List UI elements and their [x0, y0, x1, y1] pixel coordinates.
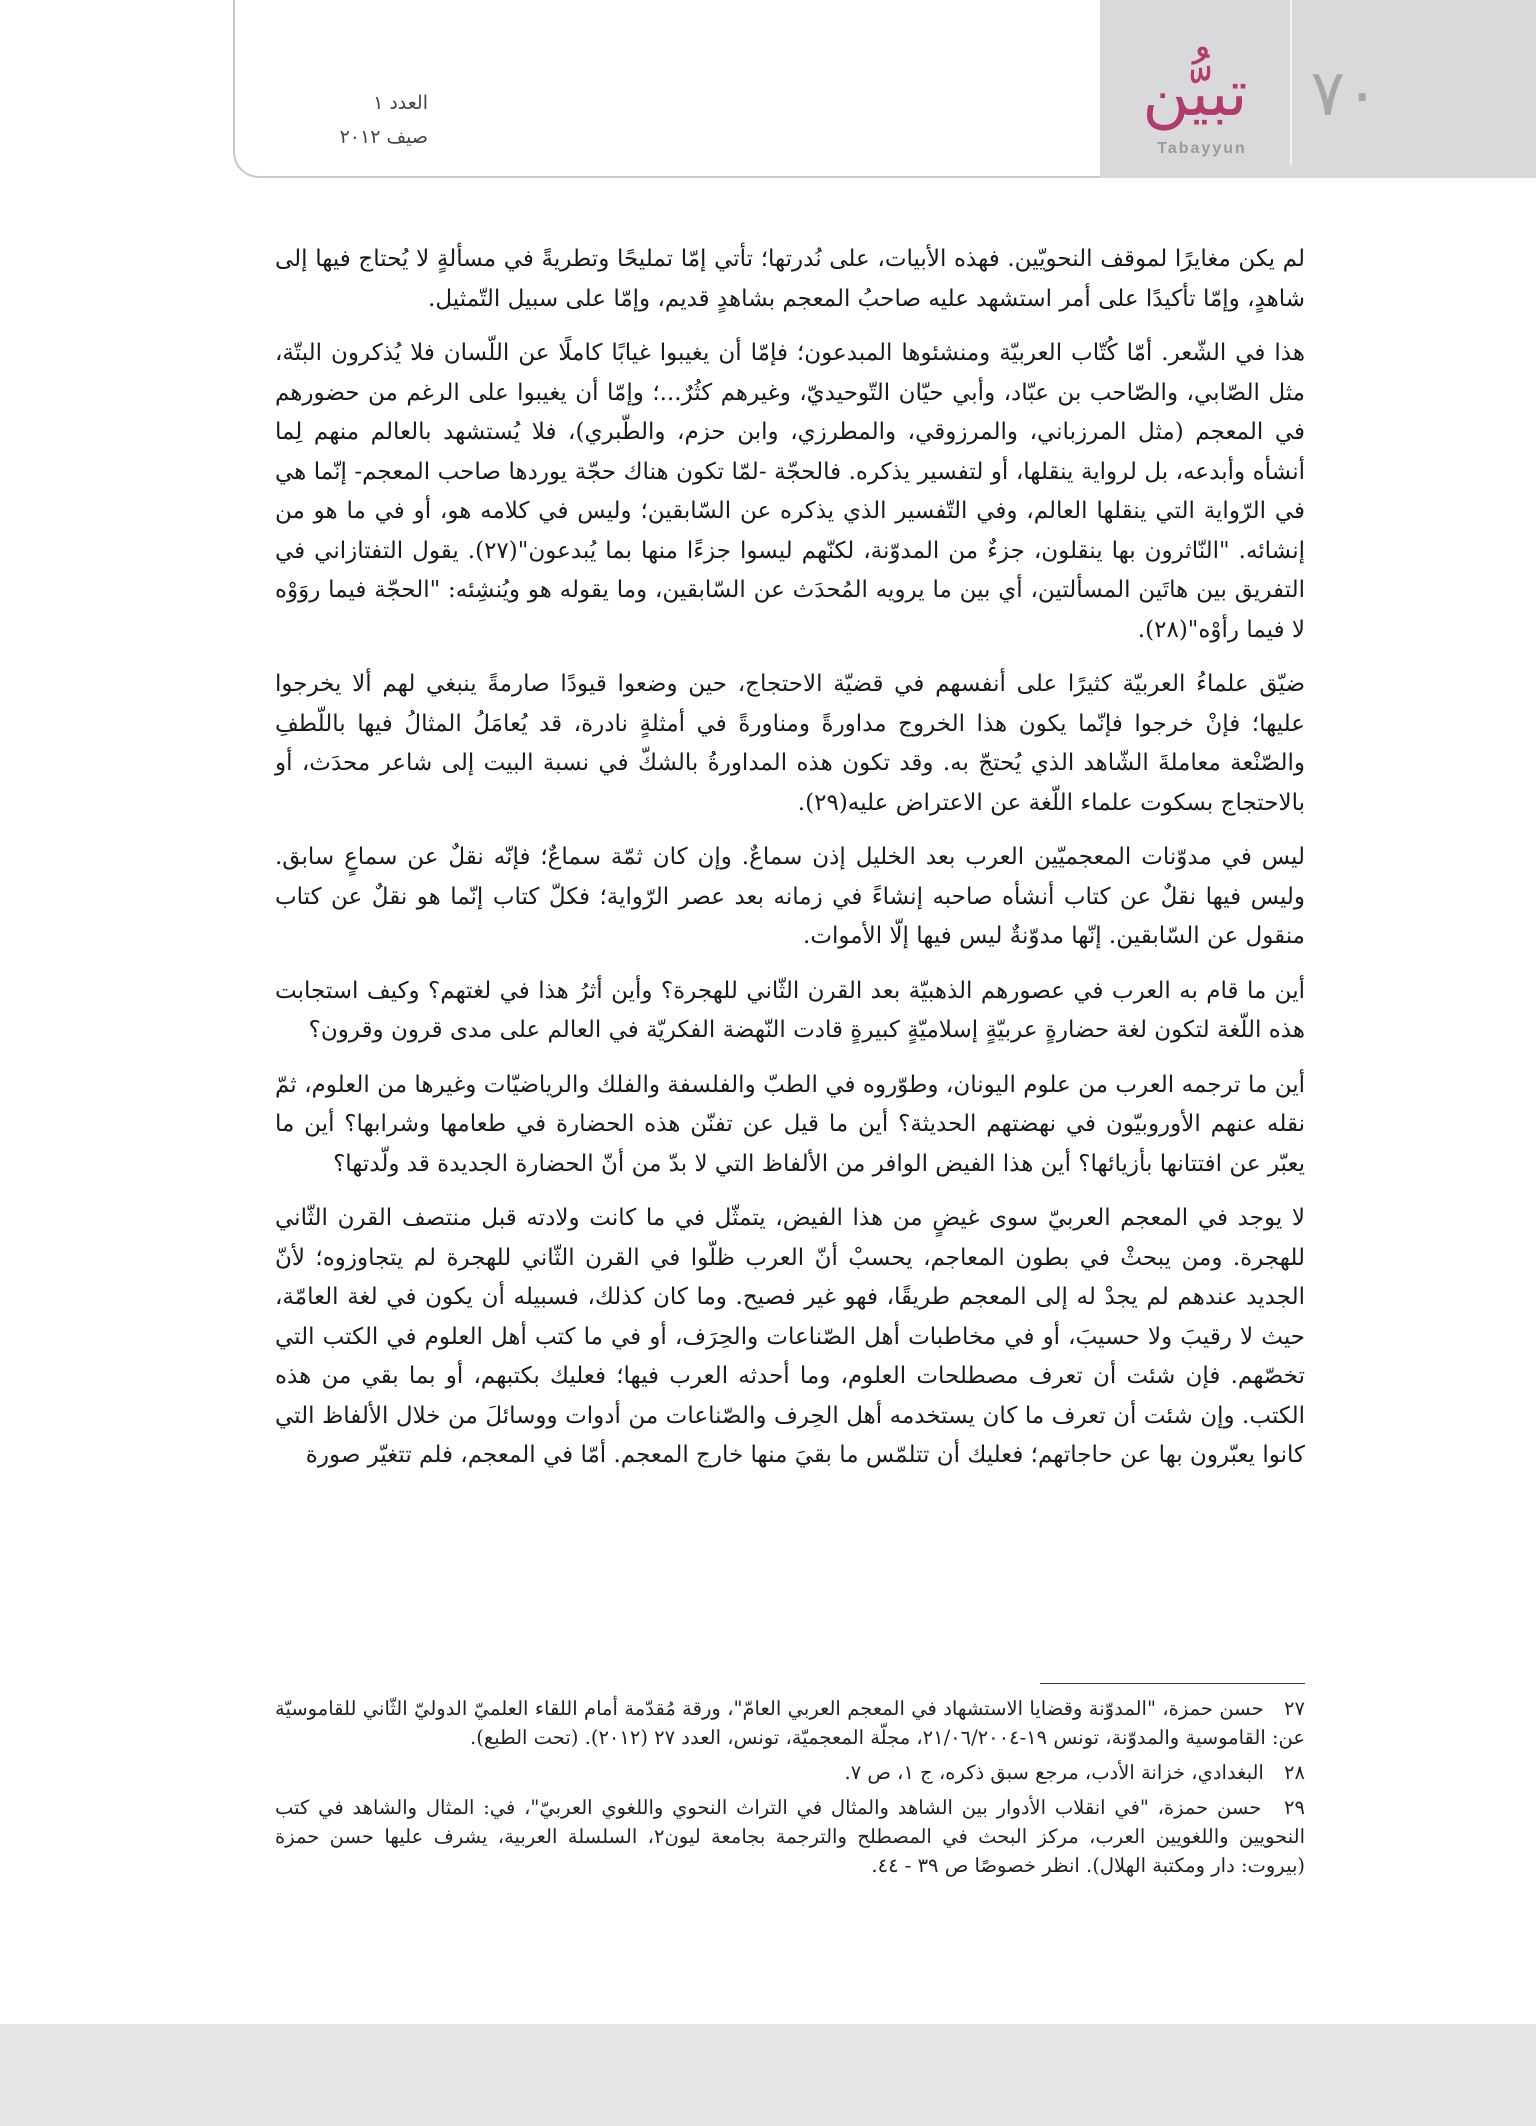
- paragraph: أين ما قام به العرب في عصورهم الذهبيّة بعد القرن الثّاني للهجرة؟ وأين أثرُ هذا في لغتهم؟ وكيف استجابت هذه اللّغة لتكون لغة حضارةٍ عربيّةٍ إسلاميّةٍ كبيرةٍ قادت النّهضة الفكريّة في العالم على مدى قرون وقرون؟: [275, 977, 1305, 1043]
- issue-label: العدد ١: [373, 92, 428, 114]
- season-label: صيف ٢٠١٢: [339, 126, 428, 148]
- footnote: [275, 1793, 1305, 1880]
- footnote-number: ٢٨: [1284, 1761, 1305, 1784]
- logo-latin: Tabayyun: [1157, 140, 1247, 157]
- footnote-separator: [1040, 1683, 1305, 1684]
- header-divider: [1290, 0, 1292, 165]
- paragraph: أين ما ترجمه العرب من علوم اليونان، وطوّروه في الطبّ والفلسفة والفلك والرياضيّات وغيرها من العلوم، ثمّ نقله عنهم الأوروبيّون في نهضتهم الحديثة؟ أين ما قيل عن تفنّن هذه الحضارة في طعامها وشرابها؟ أين ما يعبّر عن افتتانها بأزيائها؟ أين هذا الفيض الوافر من الألفاظ التي لا بدّ من أنّ الحضارة الجديدة قد ولّدتها؟: [275, 1071, 1305, 1177]
- paragraph: لا يوجد في المعجم العربيّ سوى غيضٍ من هذا الفيض، يتمثّل في ما كانت ولادته قبل منتصف القرن الثّاني للهجرة. ومن يبحثْ في بطون المعاجم، يحسبْ أنّ العرب ظلّوا في القرن الثّاني للهجرة لم يتجاوزوه؛ لأنّ الجديد عندهم لم يجدْ له إلى المعجم طريقًا، فهو غير فصيح. وما كان كذلك، فسبيله أن يكون في لغة العامّة، حيث لا رقيبَ ولا حسيبَ، أو في مخاطبات أهل الصّناعات والحِرَف، أو في ما كتب أهل العلوم في الكتب التي تخصّهم. فإن شئت أن تعرف مصطلحات العلوم، وما أحدثه العرب فيها؛ فعليك بكتبهم، أو بما بقي من هذه الكتب. وإن شئت أن تعرف ما كان يستخدمه أهل الحِرف والصّناعات من أدوات ووسائلَ من خلال الألفاظ التي كانوا يعبّرون بها عن حاجاتهم؛ فعليك أن تتلمّس ما بقيَ منها خارج المعجم. أمّا في المعجم، فلم تتغيّر صورة: [275, 1205, 1305, 1468]
- logo: تبيُّن: [1142, 57, 1248, 131]
- footnote-number: ٢٧: [1284, 1697, 1305, 1720]
- paragraph: ليس في مدوّنات المعجميّين العرب بعد الخليل إذن سماعٌ. وإن كان ثمّة سماعٌ؛ فإنّه نقلٌ عن سماعٍ سابق. وليس فيها نقلٌ عن كتاب أنشأه صاحبه إنشاءً في زمانه بعد عصر الرّواية؛ فكلّ كتاب إنّما هو نقلٌ عن كتاب منقول عن السّابقين. إنّها مدوّنةٌ ليس فيها إلّا الأموات.: [275, 844, 1305, 949]
- footnotes: [275, 1694, 1305, 1886]
- paragraph: ضيّق علماءُ العربيّة كثيرًا على أنفسهم في قضيّة الاحتجاج، حين وضعوا قيودًا صارمةً ينبغي لهم ألا يخرجوا عليها؛ فإنْ خرجوا فإنّما يكون هذا الخروج مداورةً ومناورةً في أمثلةٍ نادرة، قد يُعامَلُ المثالُ فيها باللّطفِ والصّنْعة معاملةَ الشّاهد الذي يُحتجّ به. وقد تكون هذه المداورةُ بالشكّ في نسبة البيت إلى شاعر محدَث، أو بالاحتجاج بسكوت علماء اللّغة عن الاعتراض عليه(٢٩).: [275, 671, 1305, 816]
- page-bottom-band: [0, 2024, 1536, 2126]
- page-number: ٧٠: [1310, 57, 1380, 131]
- footnote-text: حسن حمزة، "في انقلاب الأدوار بين الشاهد والمثال في التراث النحوي واللغوي العربيّ"، في: المثال والشاهد في كتب النحويين واللغويين العرب، مركز البحث في المصطلح والترجمة بجامعة ليون٢، السلسلة العربية، يشرف عليها حسن حمزة (بيروت: دار ومكتبة الهلال). انظر خصوصًا ص ٣٩ - ٤٤.: [275, 1796, 1305, 1877]
- footnote: [275, 1758, 1305, 1787]
- paragraph: هذا في الشّعر. أمّا كُتّاب العربيّة ومنشئوها المبدعون؛ فإمّا أن يغيبوا غيابًا كاملًا عن اللّسان فلا يُذكرون البتّة، مثل الصّابي، والصّاحب بن عبّاد، وأبي حيّان التّوحيديّ، وغيرهم كثُرٌ...؛ وإمّا أن يغيبوا على الرغم من حضورهم في المعجم (مثل المرزباني، والمرزوقي، والمطرزي، وابن حزم، والطّبري)، فلا يُستشهد بالعالم منهم لِما أنشأه وأبدعه، بل لرواية ينقلها، أو لتفسير يذكره. فالحجّة -لمّا تكون هناك حجّة يوردها صاحب المعجم- إنّما هي في الرّواية التي ينقلها العالم، وفي التّفسير الذي يذكره عن السّابقين؛ وليس في كلامه هو، أو في ما هو من إنشائه. "النّاثرون بها ينقلون، جزءٌ من المدوّنة، لكنّهم ليسوا جزءًا منها بما يُبدعون"(٢٧). يقول التفتازاني في التفريق بين هاتَين المسألتين، أي بين ما يرويه المُحدَث عن السّابقين، وما يقوله هو ويُنشِئه: "الحجّة فيما روَوْه لا فيما رأوْه"(٢٨).: [275, 340, 1305, 643]
- footnote-text: حسن حمزة، "المدوّنة وقضايا الاستشهاد في المعجم العربي العامّ"، ورقة مُقدّمة أمام اللقاء العلميّ الدوليّ الثّاني للقاموسيّة عن: القاموسية والمدوّنة، تونس ١٩-٢١/٠٦/٢٠٠٤، مجلّة المعجميّة، تونس، العدد ٢٧ (٢٠١٢). (تحت الطبع).: [275, 1697, 1305, 1749]
- footnote: [275, 1694, 1305, 1752]
- footnote-number: ٢٩: [1284, 1796, 1305, 1819]
- footnote-text: البغدادي، خزانة الأدب، مرجع سبق ذكره، ج ١، ص ٧.: [844, 1761, 1264, 1784]
- paragraph: لم يكن مغايرًا لموقف النحويّين. فهذه الأبيات، على نُدرتها؛ تأتي إمّا تمليحًا وتطريةً في مسألةٍ لا يُحتاج فيها إلى شاهدٍ، وإمّا تأكيدًا على أمر استشهد عليه صاحبُ المعجم بشاهدٍ قديم، وإمّا على سبيل التّمثيل.: [275, 246, 1305, 312]
- article-body: [275, 240, 1305, 1491]
